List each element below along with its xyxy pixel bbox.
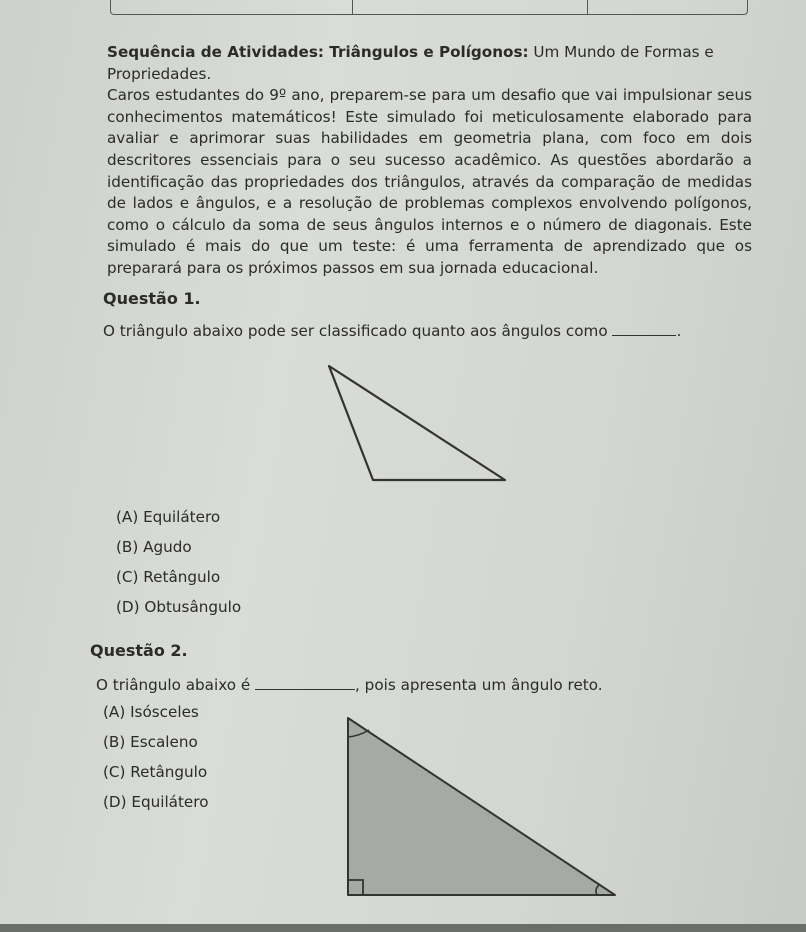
- question-1-statement: O triângulo abaixo pode ser classificado quanto aos ângulos como: [103, 322, 608, 340]
- intro-body: Caros estudantes do 9º ano, preparem-se para um desafio que vai impulsionar seus conhecimentos matemáticos! Este simulado foi meticulosamente elaborado para avaliar e aprimorar suas habilidades em geometria plana, com foco em dois descritores essenciais para o seu sucesso acadêmico. As questões abordarão a identificação das propriedades dos triângulos, através da comparação de medidas de lados e ângulos, e a resolução de problemas complexos envolvendo polígonos, como o cálculo da soma de seus ângulos internos e o número de diagonais. Este simulado é mais do que um teste: é uma ferramenta de aprendizado que os preparará para os próximos passos em sua jornada educacional.: [107, 86, 752, 277]
- intro-title: [107, 42, 752, 85]
- header-frame: [110, 0, 748, 15]
- question-2-blank: [255, 688, 355, 690]
- header-divider: [352, 0, 353, 14]
- question-1-text: [103, 322, 681, 340]
- question-1-option-b[interactable]: (B) Agudo: [116, 538, 192, 556]
- question-1-option-c[interactable]: (C) Retângulo: [116, 568, 221, 586]
- header-divider: [587, 0, 588, 14]
- question-1-heading: Questão 1.: [103, 289, 201, 308]
- intro-title-bold: Sequência de Atividades: Triângulos e Polígonos:: [107, 43, 529, 61]
- question-2-heading: Questão 2.: [90, 641, 188, 660]
- question-1-option-a[interactable]: (A) Equilátero: [116, 508, 221, 526]
- question-2-statement-start: O triângulo abaixo é: [96, 676, 251, 694]
- intro-title-rest: Um Mundo de Formas e Propriedades.: [107, 43, 714, 83]
- intro-section: [107, 42, 752, 280]
- question-1-option-d[interactable]: (D) Obtusângulo: [116, 598, 242, 616]
- obtuse-triangle-shape: [329, 366, 505, 480]
- page-bottom-edge: [0, 924, 806, 932]
- question-1-triangle: [325, 360, 505, 490]
- question-2-text: [96, 676, 603, 694]
- question-2-option-c[interactable]: (C) Retângulo: [103, 763, 208, 781]
- question-2-statement-end: , pois apresenta um ângulo reto.: [355, 676, 603, 694]
- right-triangle-shape: [348, 718, 615, 895]
- question-2-option-b[interactable]: (B) Escaleno: [103, 733, 198, 751]
- question-1-end: .: [676, 322, 682, 340]
- question-2-option-d[interactable]: (D) Equilátero: [103, 793, 209, 811]
- question-2-triangle: [345, 715, 617, 897]
- question-1-blank: [612, 334, 676, 336]
- question-2-option-a[interactable]: (A) Isósceles: [103, 703, 199, 721]
